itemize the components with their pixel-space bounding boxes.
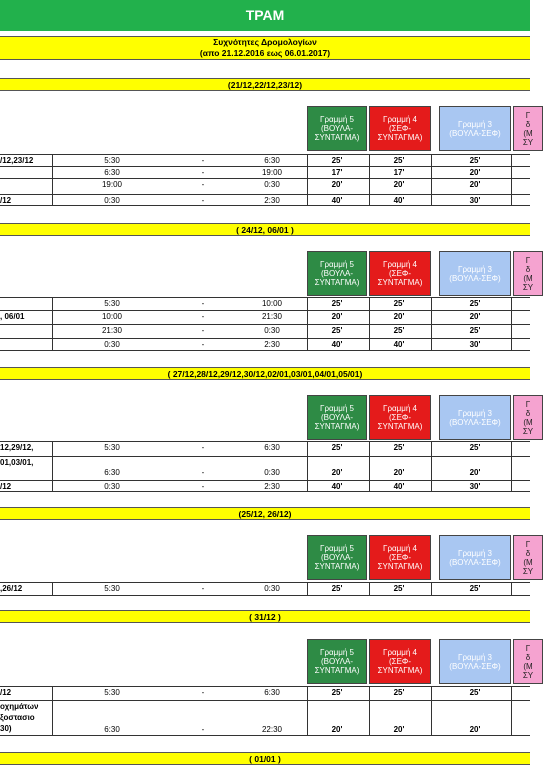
cell-l3: 30' bbox=[469, 196, 481, 205]
column-header-line7-l2: δ bbox=[525, 408, 531, 418]
cell-l3: 25' bbox=[469, 584, 481, 593]
cell-from: 19:00 bbox=[101, 180, 123, 189]
cell-to: 0:30 bbox=[264, 326, 280, 335]
subtitle-line2: (απο 21.12.2016 εως 06.01.2017) bbox=[199, 48, 331, 58]
column-header-line4-l3: ΣΥΝΤΑΓΜΑ) bbox=[377, 422, 423, 431]
column-header-line4-l2: (ΣΕΦ- bbox=[388, 553, 411, 562]
column-header-line4 bbox=[369, 639, 431, 684]
page-header bbox=[0, 0, 530, 31]
column-header-line4-text bbox=[378, 260, 423, 287]
column-header-line5-l3: ΣΥΝΤΑΓΜΑ) bbox=[314, 666, 360, 675]
column-header-line4-l1: Γραμμή 4 bbox=[383, 648, 417, 657]
column-header-line5-l1: Γραμμή 5 bbox=[320, 260, 354, 269]
cell-l5: 20' bbox=[331, 468, 343, 477]
cell-to: 6:30 bbox=[264, 156, 280, 165]
cell-l3: 25' bbox=[469, 443, 481, 452]
period-label: ( 27/12,28/12,29/12,30/12,02/01,03/01,04/01,05/01) bbox=[167, 369, 363, 379]
column-header-line7-l2: δ bbox=[525, 119, 531, 129]
cell-from: 6:30 bbox=[104, 168, 120, 177]
table-row bbox=[0, 582, 530, 596]
column-header-line5-l1: Γραμμή 5 bbox=[320, 115, 354, 124]
column-header-line4 bbox=[369, 395, 431, 440]
row-label: 12,29/12, bbox=[0, 443, 34, 452]
cell-from: 21:30 bbox=[101, 326, 123, 335]
cell-l5: 20' bbox=[331, 312, 343, 321]
column-header-line7-text bbox=[523, 400, 533, 436]
row-label-3: 30) bbox=[0, 724, 12, 733]
table-row bbox=[0, 686, 530, 700]
cell-to: 6:30 bbox=[264, 443, 280, 452]
table-row bbox=[0, 338, 530, 351]
row-label: οχημάτων bbox=[0, 702, 39, 711]
table-row bbox=[0, 310, 530, 323]
column-header-line3 bbox=[439, 535, 511, 580]
column-header-line3-text bbox=[449, 265, 500, 283]
column-header-line7-l1: Γ bbox=[525, 255, 531, 265]
grid-line bbox=[52, 154, 53, 206]
column-header-line3-text bbox=[449, 549, 500, 567]
row-label: , 06/01 bbox=[0, 312, 25, 321]
cell-to: 10:00 bbox=[261, 299, 283, 308]
grid-line bbox=[369, 297, 370, 351]
column-header-line3-l2: (ΒΟΥΛΑ-ΣΕΦ) bbox=[449, 557, 501, 567]
table-row bbox=[0, 178, 530, 191]
cell-to: 22:30 bbox=[261, 725, 283, 734]
table-row bbox=[0, 456, 530, 479]
column-header-line4-l2: (ΣΕΦ- bbox=[388, 124, 411, 133]
cell-dash: - bbox=[201, 180, 205, 189]
cell-l4: 25' bbox=[393, 299, 405, 308]
cell-l5: 25' bbox=[331, 299, 343, 308]
cell-l4: 25' bbox=[393, 688, 405, 697]
column-header-line7-l3: (Μ bbox=[523, 273, 533, 283]
period-label: (25/12, 26/12) bbox=[238, 509, 292, 519]
table-row bbox=[0, 700, 530, 736]
column-header-line7-l1: Γ bbox=[525, 399, 531, 409]
grid-line bbox=[307, 582, 308, 596]
column-header-line3 bbox=[439, 251, 511, 296]
cell-to: 2:30 bbox=[264, 482, 280, 491]
column-header-line4-l1: Γραμμή 4 bbox=[383, 404, 417, 413]
cell-dash: - bbox=[201, 299, 205, 308]
column-header-line5-text bbox=[315, 404, 360, 431]
grid-line bbox=[52, 686, 53, 736]
column-header-line7-l2: δ bbox=[525, 652, 531, 662]
column-header-line7-l1: Γ bbox=[525, 539, 531, 549]
column-header-line7-l4: ΣΥ bbox=[522, 566, 534, 576]
cell-from: 10:00 bbox=[101, 312, 123, 321]
period-label: ( 31/12 ) bbox=[249, 612, 281, 622]
column-header-line5 bbox=[307, 535, 367, 580]
cell-l5: 40' bbox=[331, 340, 343, 349]
cell-from: 5:30 bbox=[104, 688, 120, 697]
period-bar bbox=[0, 223, 530, 236]
grid-line bbox=[369, 686, 370, 736]
row-label: 01,03/01, bbox=[0, 458, 34, 467]
grid-line bbox=[52, 297, 53, 351]
cell-l5: 25' bbox=[331, 326, 343, 335]
cell-dash: - bbox=[201, 312, 205, 321]
column-header-line3-l1: Γραμμή 3 bbox=[458, 548, 492, 558]
column-header-line7-l2: δ bbox=[525, 548, 531, 558]
cell-l5: 25' bbox=[331, 156, 343, 165]
cell-to: 0:30 bbox=[264, 180, 280, 189]
cell-from: 5:30 bbox=[104, 299, 120, 308]
cell-l4: 25' bbox=[393, 156, 405, 165]
period-label: (21/12,22/12,23/12) bbox=[227, 80, 303, 90]
cell-from: 0:30 bbox=[104, 340, 120, 349]
column-header-line3 bbox=[439, 639, 511, 684]
cell-dash: - bbox=[201, 482, 205, 491]
column-header-line4-l2: (ΣΕΦ- bbox=[388, 413, 411, 422]
column-header-line3-text bbox=[449, 653, 500, 671]
column-header-line5-l2: (ΒΟΥΛΑ- bbox=[320, 124, 354, 133]
cell-l3: 30' bbox=[469, 482, 481, 491]
column-header-line4 bbox=[369, 535, 431, 580]
column-header-line5-text bbox=[315, 115, 360, 142]
column-header-line4-l3: ΣΥΝΤΑΓΜΑ) bbox=[377, 666, 423, 675]
column-header-line7-l3: (Μ bbox=[523, 128, 533, 138]
cell-dash: - bbox=[201, 156, 205, 165]
table-row bbox=[0, 154, 530, 166]
column-header-line4-l2: (ΣΕΦ- bbox=[388, 269, 411, 278]
cell-from: 6:30 bbox=[104, 725, 120, 734]
column-header-line7 bbox=[513, 106, 543, 151]
grid-line bbox=[307, 154, 308, 206]
column-header-line3-l2: (ΒΟΥΛΑ-ΣΕΦ) bbox=[449, 661, 501, 671]
table-row bbox=[0, 324, 530, 337]
period-label: ( 01/01 ) bbox=[249, 754, 281, 764]
grid-line bbox=[431, 154, 432, 206]
row-label: /12 bbox=[0, 196, 12, 205]
column-header-line7-l4: ΣΥ bbox=[522, 670, 534, 680]
cell-l3: 20' bbox=[469, 312, 481, 321]
cell-l3: 25' bbox=[469, 688, 481, 697]
column-header-line7-l4: ΣΥ bbox=[522, 426, 534, 436]
column-header-line3-l1: Γραμμή 3 bbox=[458, 119, 492, 129]
column-header-line4-l1: Γραμμή 4 bbox=[383, 260, 417, 269]
row-label-2: ξοστασιο bbox=[0, 713, 35, 722]
cell-l4: 20' bbox=[393, 468, 405, 477]
column-header-line5-l1: Γραμμή 5 bbox=[320, 648, 354, 657]
cell-dash: - bbox=[201, 725, 205, 734]
column-header-line4 bbox=[369, 106, 431, 151]
page-title: ΤΡΑΜ bbox=[245, 7, 285, 23]
column-header-line4-l3: ΣΥΝΤΑΓΜΑ) bbox=[377, 133, 423, 142]
cell-dash: - bbox=[201, 584, 205, 593]
column-header-line4-l3: ΣΥΝΤΑΓΜΑ) bbox=[377, 278, 423, 287]
column-header-line3-l1: Γραμμή 3 bbox=[458, 264, 492, 274]
grid-line bbox=[431, 441, 432, 492]
column-header-line7 bbox=[513, 395, 543, 440]
column-header-line4-l3: ΣΥΝΤΑΓΜΑ) bbox=[377, 562, 423, 571]
grid-line bbox=[369, 441, 370, 492]
column-header-line3 bbox=[439, 106, 511, 151]
cell-from: 5:30 bbox=[104, 156, 120, 165]
cell-l4: 40' bbox=[393, 482, 405, 491]
grid-line bbox=[431, 297, 432, 351]
column-header-line7 bbox=[513, 251, 543, 296]
grid-line bbox=[511, 297, 512, 351]
column-header-line5-text bbox=[315, 260, 360, 287]
cell-l4: 25' bbox=[393, 443, 405, 452]
column-header-line5-l3: ΣΥΝΤΑΓΜΑ) bbox=[314, 562, 360, 571]
column-header-line5-l2: (ΒΟΥΛΑ- bbox=[320, 553, 354, 562]
cell-dash: - bbox=[201, 688, 205, 697]
cell-l5: 20' bbox=[331, 180, 343, 189]
column-header-line4-l2: (ΣΕΦ- bbox=[388, 657, 411, 666]
cell-l4: 40' bbox=[393, 340, 405, 349]
column-header-line7-text bbox=[523, 111, 533, 147]
cell-l3: 25' bbox=[469, 156, 481, 165]
cell-l3: 25' bbox=[469, 299, 481, 308]
cell-to: 2:30 bbox=[264, 196, 280, 205]
grid-line bbox=[52, 582, 53, 596]
column-header-line5-l3: ΣΥΝΤΑΓΜΑ) bbox=[314, 278, 360, 287]
row-label: ,26/12 bbox=[0, 584, 23, 593]
cell-dash: - bbox=[201, 168, 205, 177]
table-row bbox=[0, 441, 530, 456]
table-row bbox=[0, 480, 530, 492]
cell-l3: 20' bbox=[469, 168, 481, 177]
column-header-line5 bbox=[307, 395, 367, 440]
cell-l5: 40' bbox=[331, 196, 343, 205]
cell-to: 0:30 bbox=[264, 468, 280, 477]
cell-l3: 20' bbox=[469, 468, 481, 477]
column-header-line7-l4: ΣΥ bbox=[522, 137, 534, 147]
cell-l5: 25' bbox=[331, 688, 343, 697]
period-bar bbox=[0, 367, 530, 380]
column-header-line4 bbox=[369, 251, 431, 296]
grid-line bbox=[52, 441, 53, 492]
cell-to: 21:30 bbox=[261, 312, 283, 321]
column-header-line4-text bbox=[378, 404, 423, 431]
cell-l3: 20' bbox=[469, 180, 481, 189]
column-header-line5-l3: ΣΥΝΤΑΓΜΑ) bbox=[314, 133, 360, 142]
column-header-line7-l1: Γ bbox=[525, 643, 531, 653]
cell-to: 2:30 bbox=[264, 340, 280, 349]
cell-l4: 25' bbox=[393, 584, 405, 593]
grid-line bbox=[369, 154, 370, 206]
column-header-line5 bbox=[307, 639, 367, 684]
column-header-line7-text bbox=[523, 540, 533, 576]
column-header-line5-l2: (ΒΟΥΛΑ- bbox=[320, 657, 354, 666]
cell-l5: 40' bbox=[331, 482, 343, 491]
cell-l4: 20' bbox=[393, 312, 405, 321]
period-bar bbox=[0, 610, 530, 623]
column-header-line3 bbox=[439, 395, 511, 440]
grid-line bbox=[307, 297, 308, 351]
column-header-line5-l1: Γραμμή 5 bbox=[320, 544, 354, 553]
grid-line bbox=[511, 686, 512, 736]
table-row bbox=[0, 297, 530, 310]
cell-l3: 25' bbox=[469, 326, 481, 335]
cell-dash: - bbox=[201, 443, 205, 452]
column-header-line7-l3: (Μ bbox=[523, 417, 533, 427]
column-header-line3-text bbox=[449, 120, 500, 138]
subtitle-line1: Συχνότητες Δρομολογίων bbox=[213, 37, 317, 47]
grid-line bbox=[511, 582, 512, 596]
column-header-line3-text bbox=[449, 409, 500, 427]
table-row bbox=[0, 194, 530, 206]
cell-from: 6:30 bbox=[104, 468, 120, 477]
row-label: /12 bbox=[0, 482, 12, 491]
cell-l4: 25' bbox=[393, 326, 405, 335]
cell-to: 6:30 bbox=[264, 688, 280, 697]
column-header-line7-l3: (Μ bbox=[523, 661, 533, 671]
row-label: /12,23/12 bbox=[0, 156, 34, 165]
cell-l4: 40' bbox=[393, 196, 405, 205]
cell-l4: 17' bbox=[393, 168, 405, 177]
cell-l5: 17' bbox=[331, 168, 343, 177]
grid-line bbox=[431, 686, 432, 736]
cell-l3: 30' bbox=[469, 340, 481, 349]
column-header-line3-l1: Γραμμή 3 bbox=[458, 652, 492, 662]
column-header-line7 bbox=[513, 639, 543, 684]
column-header-line5-l3: ΣΥΝΤΑΓΜΑ) bbox=[314, 422, 360, 431]
grid-line bbox=[307, 686, 308, 736]
row-label: /12 bbox=[0, 688, 12, 697]
cell-to: 0:30 bbox=[264, 584, 280, 593]
table-row bbox=[0, 166, 530, 178]
cell-dash: - bbox=[201, 196, 205, 205]
column-header-line5-text bbox=[315, 544, 360, 571]
column-header-line7-text bbox=[523, 256, 533, 292]
column-header-line5-l2: (ΒΟΥΛΑ- bbox=[320, 269, 354, 278]
column-header-line7-l1: Γ bbox=[525, 110, 531, 120]
column-header-line5-l1: Γραμμή 5 bbox=[320, 404, 354, 413]
period-bar bbox=[0, 78, 530, 91]
grid-line bbox=[511, 441, 512, 492]
column-header-line4-l1: Γραμμή 4 bbox=[383, 544, 417, 553]
column-header-line7-text bbox=[523, 644, 533, 680]
column-header-line5-text bbox=[315, 648, 360, 675]
cell-l5: 20' bbox=[331, 725, 343, 734]
cell-l4: 20' bbox=[393, 725, 405, 734]
column-header-line3-l2: (ΒΟΥΛΑ-ΣΕΦ) bbox=[449, 273, 501, 283]
column-header-line4-text bbox=[378, 544, 423, 571]
grid-line bbox=[431, 582, 432, 596]
cell-to: 19:00 bbox=[261, 168, 283, 177]
column-header-line7 bbox=[513, 535, 543, 580]
cell-l3: 20' bbox=[469, 725, 481, 734]
cell-from: 5:30 bbox=[104, 584, 120, 593]
cell-dash: - bbox=[201, 468, 205, 477]
column-header-line5 bbox=[307, 106, 367, 151]
cell-l5: 25' bbox=[331, 443, 343, 452]
grid-line bbox=[511, 154, 512, 206]
subtitle-bar bbox=[0, 36, 530, 60]
cell-from: 0:30 bbox=[104, 482, 120, 491]
cell-from: 0:30 bbox=[104, 196, 120, 205]
period-bar bbox=[0, 507, 530, 520]
column-header-line7-l3: (Μ bbox=[523, 557, 533, 567]
grid-line bbox=[369, 582, 370, 596]
column-header-line4-text bbox=[378, 115, 423, 142]
column-header-line7-l4: ΣΥ bbox=[522, 282, 534, 292]
column-header-line5 bbox=[307, 251, 367, 296]
column-header-line4-l1: Γραμμή 4 bbox=[383, 115, 417, 124]
cell-dash: - bbox=[201, 340, 205, 349]
column-header-line3-l1: Γραμμή 3 bbox=[458, 408, 492, 418]
column-header-line7-l2: δ bbox=[525, 264, 531, 274]
period-label: ( 24/12, 06/01 ) bbox=[236, 225, 294, 235]
cell-l4: 20' bbox=[393, 180, 405, 189]
column-header-line3-l2: (ΒΟΥΛΑ-ΣΕΦ) bbox=[449, 128, 501, 138]
column-header-line4-text bbox=[378, 648, 423, 675]
grid-line bbox=[307, 441, 308, 492]
cell-from: 5:30 bbox=[104, 443, 120, 452]
column-header-line3-l2: (ΒΟΥΛΑ-ΣΕΦ) bbox=[449, 417, 501, 427]
period-bar bbox=[0, 752, 530, 765]
column-header-line5-l2: (ΒΟΥΛΑ- bbox=[320, 413, 354, 422]
cell-l5: 25' bbox=[331, 584, 343, 593]
cell-dash: - bbox=[201, 326, 205, 335]
